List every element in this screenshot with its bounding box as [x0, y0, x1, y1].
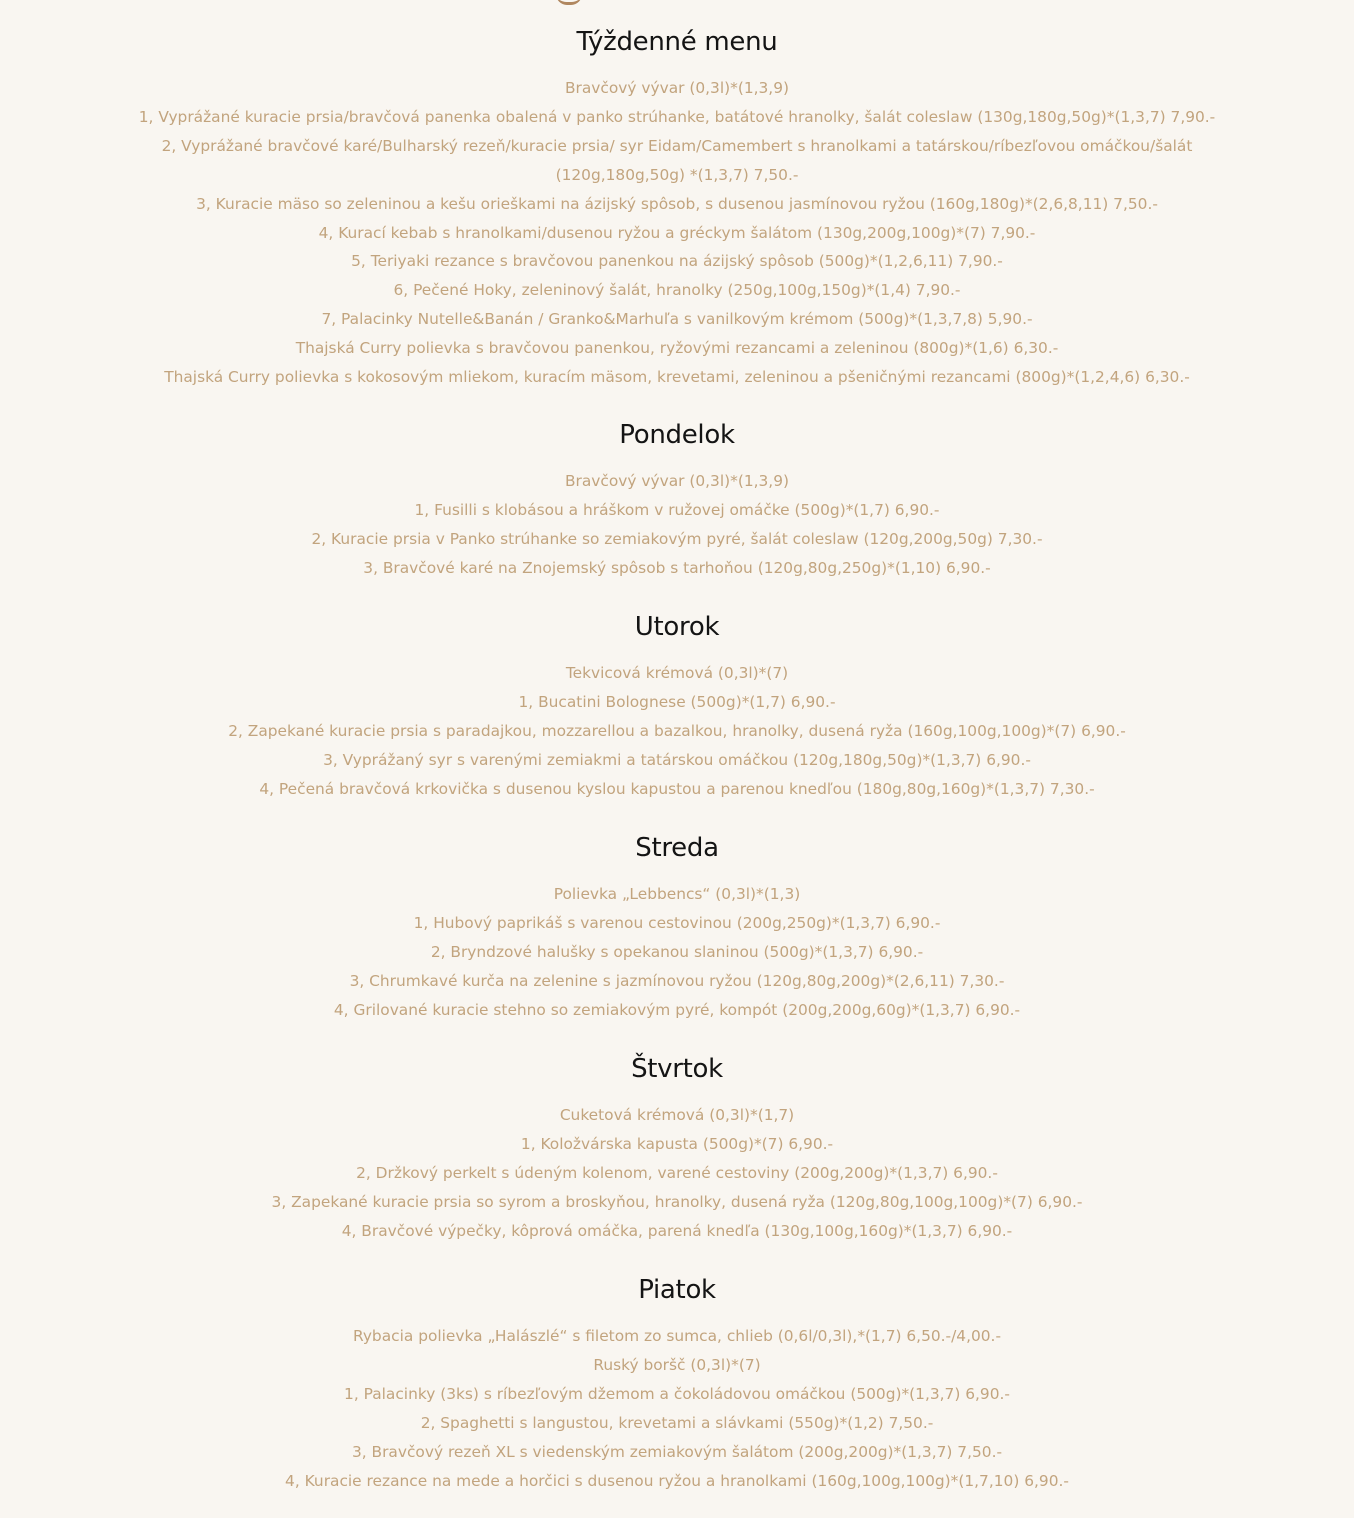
- menu-item: 5, Teriyaki rezance s bravčovou panenkou na ázijský spôsob (500g)*(1,2,6,11) 7,90.-: [351, 252, 1003, 271]
- menu-item: 3, Vyprážaný syr s varenými zemiakmi a tatárskou omáčkou (120g,180g,50g)*(1,3,7) 6,90.-: [323, 750, 1031, 769]
- menu-item-list: [0, 1101, 1354, 1246]
- menu-item: 2, Držkový perkelt s údeným kolenom, varené cestoviny (200g,200g)*(1,3,7) 6,90.-: [356, 1163, 998, 1182]
- menu-item: 2, Spaghetti s langustou, krevetami a slávkami (550g)*(1,2) 7,50.-: [420, 1413, 934, 1432]
- menu-item: 7, Palacinky Nutelle&Banán / Granko&Marhuľa s vanilkovým krémom (500g)*(1,3,7,8) 5,90.-: [321, 310, 1033, 329]
- menu-item-list: [0, 880, 1354, 1025]
- menu-item: 2, Vyprážané bravčové karé/Bulharský rezeň/kuracie prsia/ syr Eidam/Camembert s hranolkami a tatárskou/ríbezľovou omáčkou/šalát (120g,180g,50g) *(1,3,7) 7,50.-: [161, 136, 1193, 184]
- menu-item: Bravčový vývar (0,3l)*(1,3,9): [564, 472, 789, 490]
- menu-item: 3, Bravčový rezeň XL s viedenským zemiakovým šalátom (200g,200g)*(1,3,7) 7,50.-: [351, 1442, 1003, 1461]
- menu-item: Rybacia polievka „Halászlé“ s filetom zo sumca, chlieb (0,6l/0,3l),*(1,7) 6,50.-/4,00.-: [352, 1327, 1002, 1345]
- menu-item: Polievka „Lebbencs“ (0,3l)*(1,3): [553, 885, 801, 903]
- menu-item: 3, Bravčové karé na Znojemský spôsob s tarhoňou (120g,80g,250g)*(1,10) 6,90.-: [363, 558, 991, 577]
- menu-item: 2, Bryndzové halušky s opekanou slaninou (500g)*(1,3,7) 6,90.-: [430, 942, 924, 961]
- section-title: Štvrtok: [631, 1054, 723, 1084]
- menu-item: Thajská Curry polievka s kokosovým mliekom, kuracím mäsom, krevetami, zeleninou a pšeničnými rezancami (800g)*(1,2,4,6) 6,30.-: [164, 368, 1190, 387]
- menu-item: 3, Chrumkavé kurča na zelenine s jazmínovou ryžou (120g,80g,200g)*(2,6,11) 7,30.-: [349, 971, 1005, 990]
- section-monday: [0, 418, 1354, 583]
- menu-item: 1, Fusilli s klobásou a hráškom v ružovej omáčke (500g)*(1,7) 6,90.-: [414, 500, 940, 519]
- menu-item-list: [0, 1322, 1354, 1495]
- menu-item: 1, Hubový paprikáš s varenou cestovinou (200g,250g)*(1,3,7) 6,90.-: [413, 913, 941, 932]
- menu-item: 4, Grilované kuracie stehno so zemiakovým pyré, kompót (200g,200g,60g)*(1,3,7) 6,90.-: [333, 1000, 1021, 1019]
- section-title: Týždenné menu: [576, 27, 778, 57]
- menu-item: 6, Pečené Hoky, zeleninový šalát, hranolky (250g,100g,150g)*(1,4) 7,90.-: [393, 281, 961, 300]
- menu-item: 3, Kuracie mäso so zeleninou a kešu orieškami na ázijský spôsob, s dusenou jasmínovou ryžou (160g,180g)*(2,6,8,11) 7,50.-: [196, 194, 1158, 213]
- menu-item: 2, Zapekané kuracie prsia s paradajkou, mozzarellou a bazalkou, hranolky, dusená ryža (160g,100g,100g)*(7) 6,90.-: [228, 721, 1126, 740]
- menu-item: Thajská Curry polievka s bravčovou panenkou, ryžovými rezancami a zeleninou (800g)*(1,6) 6,30.-: [295, 339, 1059, 358]
- menu-item: 1, Palacinky (3ks) s ríbezľovým džemom a čokoládovou omáčkou (500g)*(1,3,7) 6,90.-: [344, 1384, 1010, 1403]
- section-thursday: [0, 1052, 1354, 1246]
- section-friday: [0, 1273, 1354, 1495]
- section-title: Pondelok: [619, 420, 735, 450]
- menu-item: 4, Pečená bravčová krkovička s dusenou kyslou kapustou a parenou knedľou (180g,80g,160g)*(1,3,7) 7,30.-: [259, 779, 1095, 798]
- menu-item: 1, Bucatini Bolognese (500g)*(1,7) 6,90.-: [518, 692, 836, 711]
- menu-item: 4, Kuracie rezance na mede a horčici s dusenou ryžou a hranolkami (160g,100g,100g)*(1,7,10) 6,90.-: [285, 1471, 1069, 1490]
- menu-item-list: [0, 74, 1354, 392]
- section-title: Piatok: [638, 1275, 716, 1305]
- menu-item: Bravčový vývar (0,3l)*(1,3,9): [564, 79, 789, 97]
- menu-item: 4, Kurací kebab s hranolkami/dusenou ryžou a gréckym šalátom (130g,200g,100g)*(7) 7,90.-: [318, 223, 1036, 242]
- menu-item: 4, Bravčové výpečky, kôprová omáčka, parená knedľa (130g,100g,160g)*(1,3,7) 6,90.-: [341, 1221, 1013, 1240]
- section-tuesday: [0, 610, 1354, 804]
- section-wednesday: [0, 831, 1354, 1025]
- section-title: Utorok: [634, 612, 720, 642]
- menu-item: 3, Zapekané kuracie prsia so syrom a broskyňou, hranolky, dusená ryža (120g,80g,100g,100g)*(7) 6,90.-: [271, 1192, 1083, 1211]
- menu-item: Ruský boršč (0,3l)*(7): [593, 1355, 761, 1374]
- menu-item-list: [0, 467, 1354, 583]
- section-title: Streda: [635, 833, 719, 863]
- menu-item: Tekvicová krémová (0,3l)*(7): [565, 664, 789, 682]
- menu-item: 1, Koložvárska kapusta (500g)*(7) 6,90.-: [520, 1134, 834, 1153]
- menu-item: Cuketová krémová (0,3l)*(1,7): [559, 1106, 795, 1124]
- section-weekly-menu: [0, 25, 1354, 392]
- menu-item: 1, Vyprážané kuracie prsia/bravčová panenka obalená v panko strúhanke, batátové hranolky, šalát coleslaw (130g,180g,50g)*(1,3,7) 7,90.-: [138, 107, 1216, 126]
- decorative-arc: [556, 0, 582, 5]
- menu-item: 2, Kuracie prsia v Panko strúhanke so zemiakovým pyré, šalát coleslaw (120g,200g,50g) 7,30.-: [311, 529, 1043, 548]
- menu-item-list: [0, 659, 1354, 804]
